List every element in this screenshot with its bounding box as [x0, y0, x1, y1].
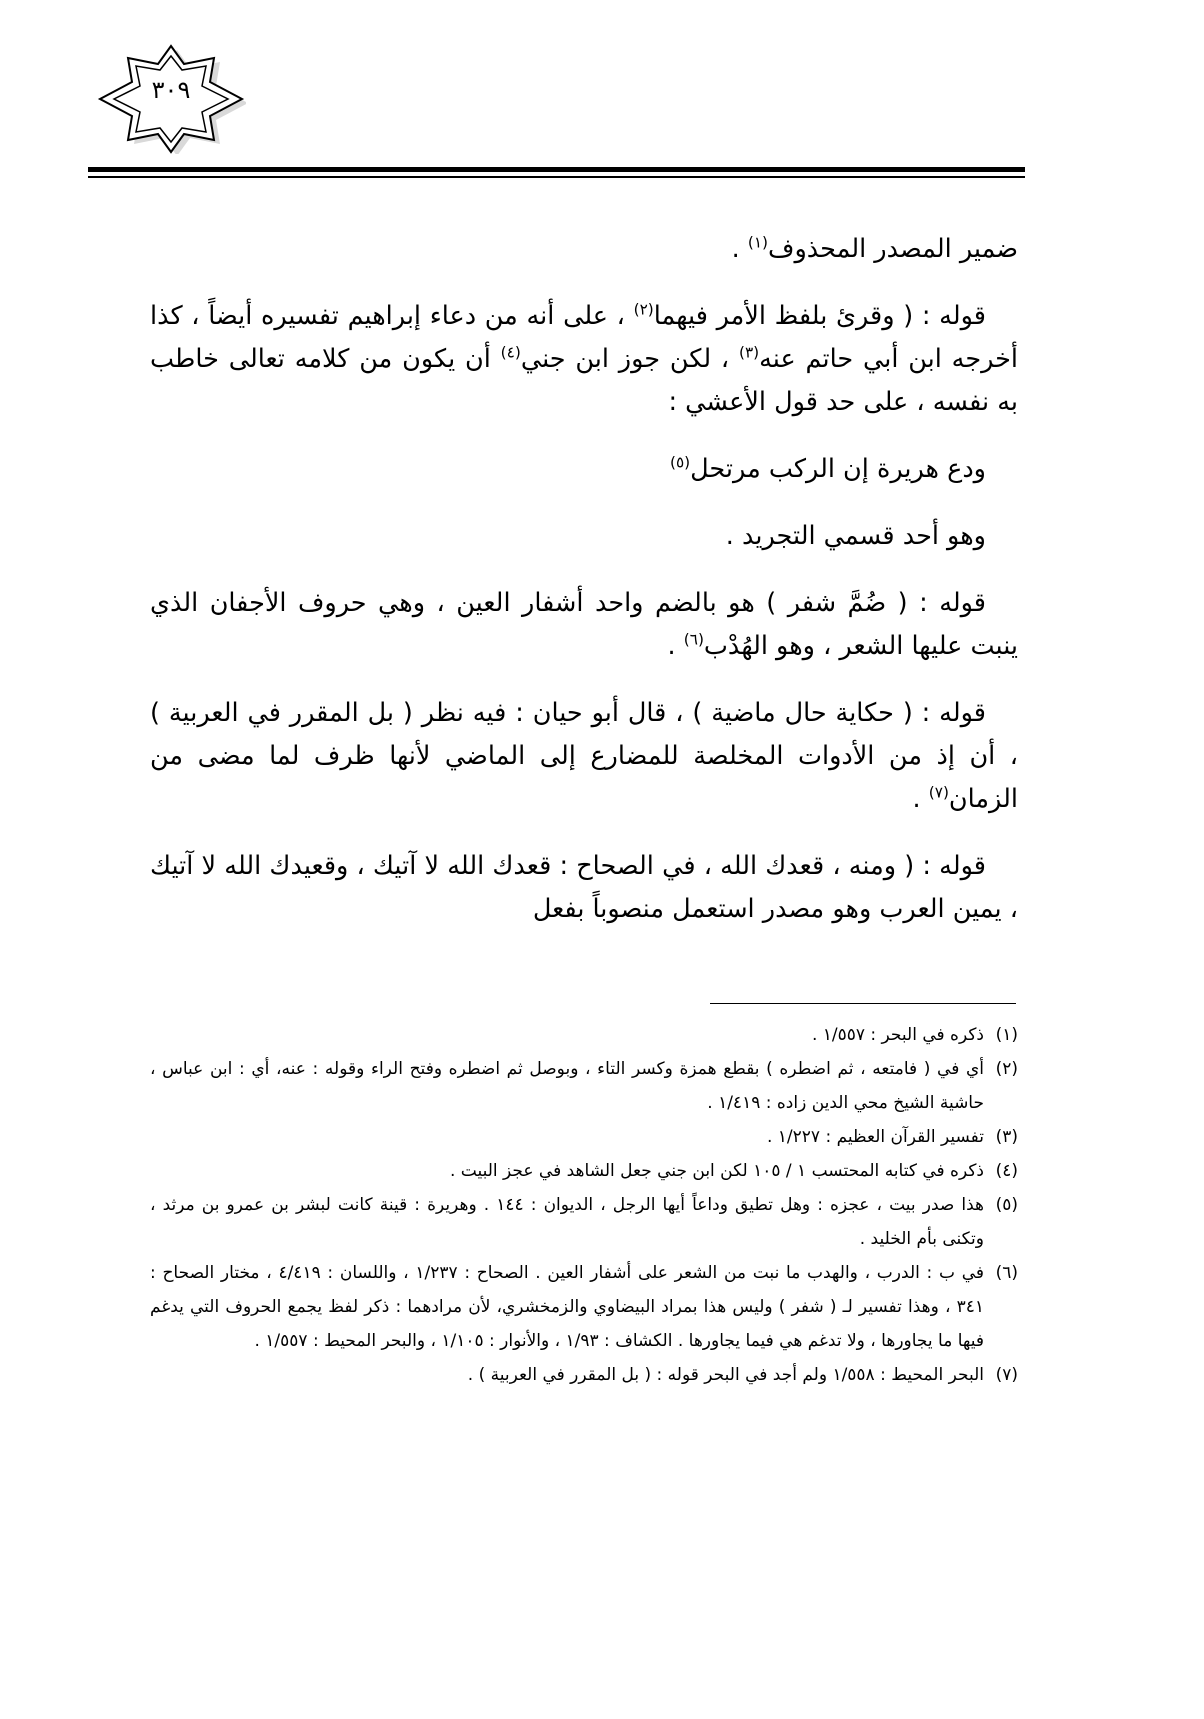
- main-text: [150, 228, 1018, 955]
- header-rule-thick: [88, 167, 1025, 172]
- paragraph: قوله : ( وقرئ بلفظ الأمر فيهما$^{(٢)}$ ، على أنه من دعاء إبراهيم تفسيره أيضاً ، كذا أخرجه ابن أبي حاتم عنه$^{(٣)}$ ، لكن جوز ابن جني$^{(٤)}$ أن يكون من كلامه تعالى خاطب به نفسه ، على حد قول الأعشي :: [150, 300, 1018, 417]
- page-number: ٣٠٩: [151, 76, 191, 104]
- footnote: (٧)البحر المحيط : ١/٥٥٨ ولم أجد في البحر قوله : ( بل المقرر في العربية ) .: [467, 1365, 1018, 1385]
- paragraph: قوله : ( ومنه ، قعدك الله ، في الصحاح : قعدك الله لا آتيك ، وقعيدك الله لا آتيك ، يمين العرب وهو مصدر استعمل منصوباً بفعل: [150, 851, 1018, 924]
- footnote-separator: [710, 1003, 1016, 1004]
- footnote: (١)ذكره في البحر : ١/٥٥٧ .: [811, 1025, 1018, 1045]
- paragraph: ضمير المصدر المحذوف$^{(١)}$ .: [731, 233, 1018, 264]
- footnote: (٥)هذا صدر بيت ، عجزه : وهل تطيق وداعاً أيها الرجل ، الديوان : ١٤٤ . وهريرة : قينة كانت لبشر بن عمرو بن مرثد ، وتكنى بأم الخليد .: [150, 1195, 1019, 1249]
- footnote: (٢)أي في ( فامتعه ، ثم اضطره ) بقطع همزة وكسر التاء ، وبوصل ثم اضطره وفتح الراء وقوله : عنه، أي : ابن عباس ، حاشية الشيخ محي الدين زاده : ١/٤١٩ .: [150, 1059, 1018, 1113]
- paragraph: وهو أحد قسمي التجريد .: [725, 521, 986, 551]
- footnotes: [150, 1018, 1018, 1392]
- verse-line: ودع هريرة إن الركب مرتحل$^{(٥)}$: [669, 453, 986, 484]
- footnote: (٣)تفسير القرآن العظيم : ١/٢٢٧ .: [766, 1127, 1018, 1147]
- paragraph: قوله : ( ضُمَّ شفر ) هو بالضم واحد أشفار العين ، وهي حروف الأجفان الذي ينبت عليها الشعر ، وهو الهُدْب$^{(٦)}$ .: [150, 588, 1018, 661]
- footnote: (٤)ذكره في كتابه المحتسب ١ / ١٠٥ لكن ابن جني جعل الشاهد في عجز البيت .: [449, 1161, 1018, 1181]
- footnote: (٦)في ب : الدرب ، والهدب ما نبت من الشعر على أشفار العين . الصحاح : ١/٢٣٧ ، واللسان : ٤/٤١٩ ، مختار الصحاح : ٣٤١ ، وهذا تفسير لـ ( شفر ) وليس هذا بمراد البيضاوي والزمخشري، لأن مرادهما : ذكر لفظ يجمع الحروف التي يدغم فيها ما يجاورها ، ولا تدغم هي فيما يجاورها . الكشاف : ١/٩٣ ، والأنوار : ١/١٠٥ ، والبحر المحيط : ١/٥٥٧ .: [150, 1263, 1019, 1351]
- paragraph: قوله : ( حكاية حال ماضية ) ، قال أبو حيان : فيه نظر ( بل المقرر في العربية ) ، أن إذ من الأدوات المخلصة للمضارع إلى الماضي لأنها ظرف لما مضى من الزمان$^{(٧)}$ .: [150, 698, 1018, 814]
- header-rule-thin: [88, 176, 1025, 178]
